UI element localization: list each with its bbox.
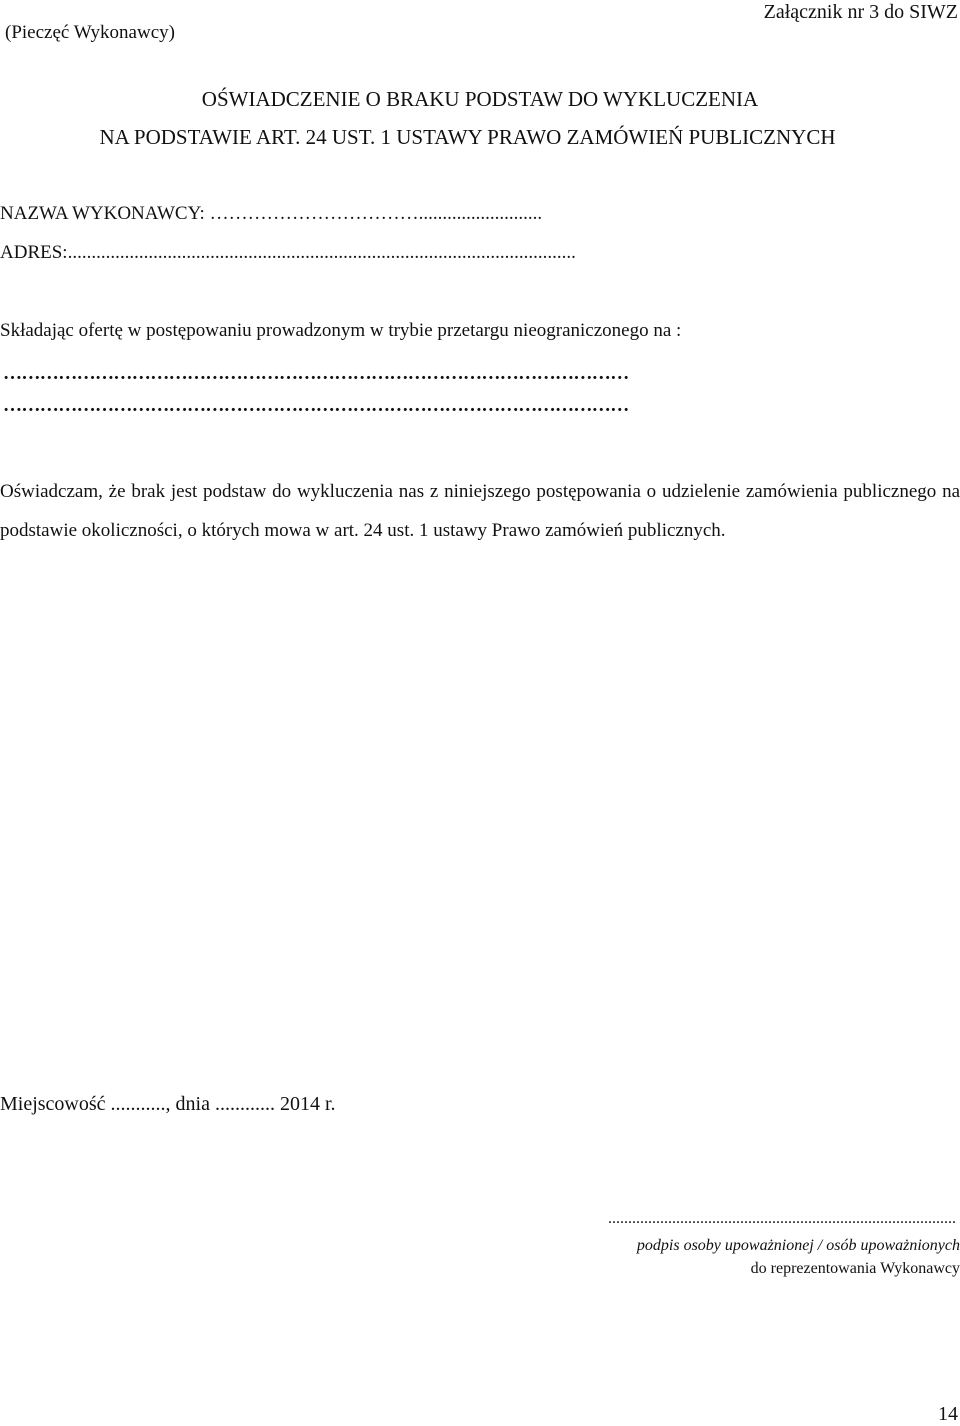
page-number: 14 xyxy=(938,1403,958,1425)
signature-caption-line1: podpis osoby upoważnionej / osób upoważnionych xyxy=(636,1237,960,1254)
procurement-subject-field-line2: ………………………………………………………………………………………… xyxy=(3,395,629,416)
contractor-stamp-label: (Pieczęć Wykonawcy) xyxy=(5,22,175,43)
intro-text: Składając ofertę w postępowaniu prowadzonym w trybie przetargu nieograniczonego na : xyxy=(0,320,682,341)
document-title-line2: NA PODSTAWIE ART. 24 UST. 1 USTAWY PRAWO ZAMÓWIEŃ PUBLICZNYCH xyxy=(99,125,836,149)
document-title-line1: OŚWIADCZENIE O BRAKU PODSTAW DO WYKLUCZENIA xyxy=(201,87,759,111)
signature-caption-line2: do reprezentowania Wykonawcy xyxy=(750,1260,960,1277)
signature-line: ....................................................................................... xyxy=(608,1210,956,1227)
attachment-label: Załącznik nr 3 do SIWZ xyxy=(763,1,958,23)
statement-paragraph: Oświadczam, że brak jest podstaw do wykluczenia nas z niniejszego postępowania o udzielenie zamówienia publicznego na podstawie okoliczności, o których mowa w art. 24 ust. 1 ustawy Prawo zamówień publicznych. xyxy=(0,481,960,541)
place-date-line: Miejscowość ..........., dnia ............ 2014 r. xyxy=(0,1093,336,1115)
contractor-name-field: NAZWA WYKONAWCY: …………………………….......................... xyxy=(0,203,543,224)
contractor-address-field: ADRES:........................................................................................................... xyxy=(0,242,576,263)
procurement-subject-field-line1: ………………………………………………………………………………………… xyxy=(3,363,629,384)
